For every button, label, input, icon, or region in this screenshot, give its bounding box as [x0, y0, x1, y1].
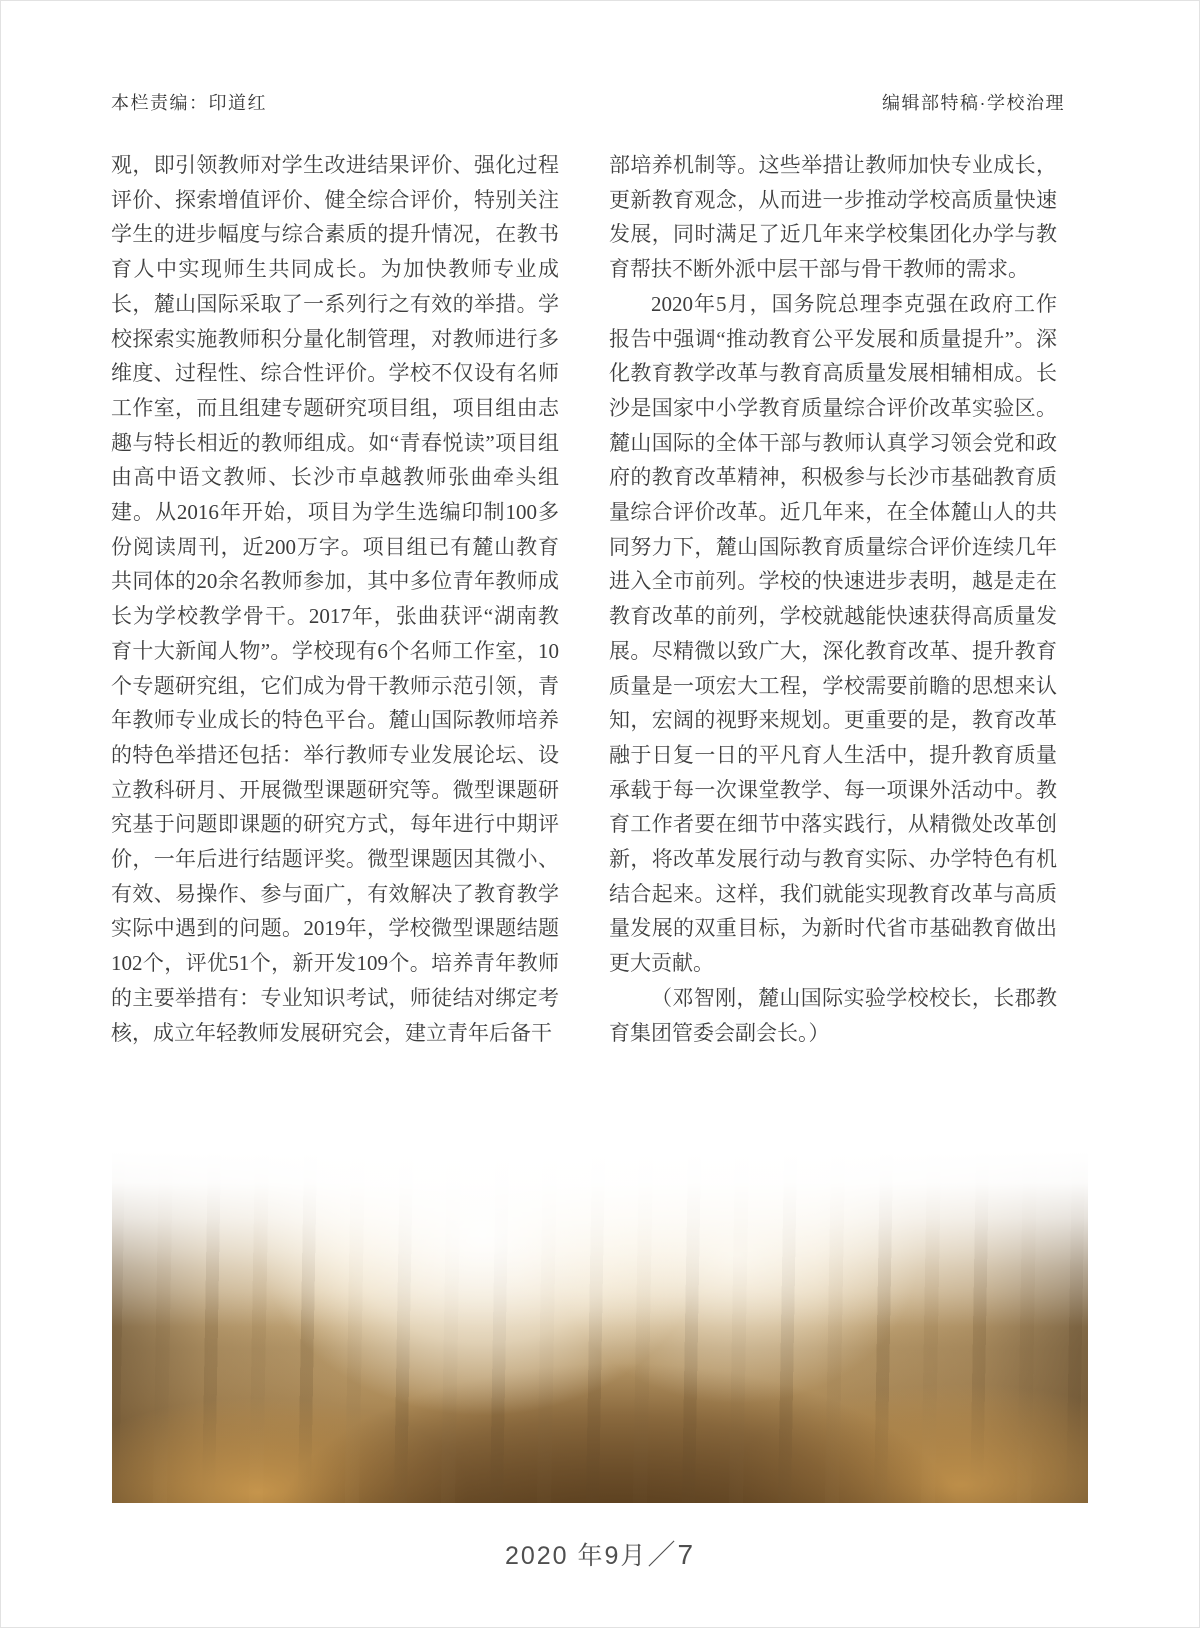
autumn-forest-path-photo — [112, 1151, 1088, 1503]
left-column-paragraph: 观，即引领教师对学生改进结果评价、强化过程评价、探索增值评价、健全综合评价，特别关注学生的进步幅度与综合素质的提升情况，在教书育人中实现师生共同成长。为加快教师专业成长，麓山国际采取了一系列行之有效的举措。学校探索实施教师积分量化制管理，对教师进行多维度、过程性、综合性评价。学校不仅设有名师工作室，而且组建专题研究项目组，项目组由志趣与特长相近的教师组成。如“青春悦读”项目组由高中语文教师、长沙市卓越教师张曲牵头组建。从2016年开始，项目为学生选编印制100多份阅读周刊，近200万字。项目组已有麓山教育共同体的20余名教师参加，其中多位青年教师成长为学校教学骨干。2017年，张曲获评“湖南教育十大新闻人物”。学校现有6个名师工作室，10个专题研究组，它们成为骨干教师示范引领，青年教师专业成长的特色平台。麓山国际教师培养的特色举措还包括：举行教师专业发展论坛、设立教科研月、开展微型课题研究等。微型课题研究基于问题即课题的研究方式，每年进行中期评价，一年后进行结题评奖。微型课题因其微小、有效、易操作、参与面广，有效解决了教育教学实际中遇到的问题。2019年，学校微型课题结题102个，评优51个，新开发109个。培养青年教师的主要举措有：专业知识考试，师徒结对绑定考核，成立年轻教师发展研究会，建立青年后备干 — [111, 153, 559, 1045]
article-body — [111, 148, 1057, 1050]
footer-page-number: ／7 — [647, 1539, 696, 1570]
page-header — [111, 89, 1065, 115]
right-column-paragraph-2: 2020年5月，国务院总理李克强在政府工作报告中强调“推动教育公平发展和质量提升”。深化教育教学改革与教育高质量发展相辅相成。长沙是国家中小学教育质量综合评价改革实验区。麓山国际的全体干部与教师认真学习领会党和政府的教育改革精神，积极参与长沙市基础教育质量综合评价改革。近几年来，在全体麓山人的共同努力下，麓山国际教育质量综合评价连续几年进入全市前列。学校的快速进步表明，越是走在教育改革的前列，学校就越能快速获得高质量发展。尽精微以致广大，深化教育改革、提升教育质量是一项宏大工程，学校需要前瞻的思想来认知，宏阔的视野来规划。更重要的是，教育改革融于日复一日的平凡育人生活中，提升教育质量承载于每一次课堂教学、每一项课外活动中。教育工作者要在细节中落实践行，从精微处改革创新，将改革发展行动与教育实际、办学特色有机结合起来。这样，我们就能实现教育改革与高质量发展的双重目标，为新时代省市基础教育做出更大贡献。 — [609, 291, 1057, 976]
column-editor-label: 本栏责编：印道红 — [111, 93, 267, 113]
section-title-label: 编辑部特稿·学校治理 — [882, 93, 1065, 113]
right-column — [609, 148, 1057, 1050]
footer-date: 2020 年9月 — [504, 1542, 648, 1570]
left-column — [111, 148, 559, 1050]
author-note-paragraph: （邓智刚，麓山国际实验学校校长，长郡教育集团管委会副会长。） — [609, 985, 1057, 1045]
page-footer — [1, 1533, 1199, 1573]
right-column-paragraph-1: 部培养机制等。这些举措让教师加快专业成长，更新教育观念，从而进一步推动学校高质量快速发展，同时满足了近几年来学校集团化办学与教育帮扶不断外派中层干部与骨干教师的需求。 — [609, 153, 1057, 282]
